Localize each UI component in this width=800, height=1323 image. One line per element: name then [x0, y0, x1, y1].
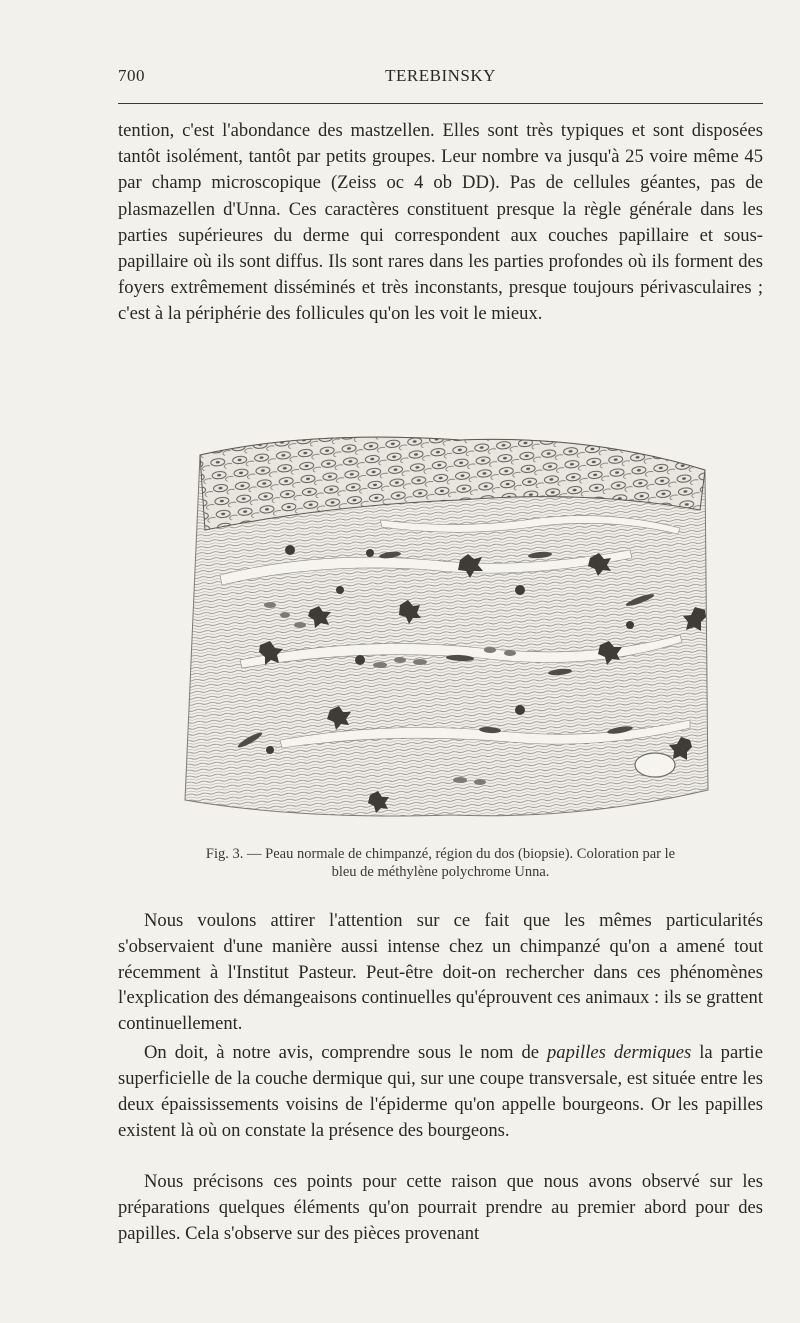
skin-section-illustration [160, 410, 720, 840]
paragraph-4: Nous précisons ces points pour cette raison que nous avons observé sur les préparations quelques éléments qu'on pourrait prendre au premier abord pour des papilles. Cela s'observe sur des pièces provenant [118, 1171, 763, 1245]
running-head [118, 66, 763, 88]
paragraph-3-end: la partie superficielle de la couche dermique qui, sur une coupe transversale, est située entre les deux épaississements voisins de l'épiderme qu'on appelle bourgeons. Or les papilles existent là où on constate la présence des bourgeons. [118, 1042, 763, 1141]
paragraph-3-start: On doit, à notre avis, comprendre sous le nom de [144, 1042, 547, 1063]
header-rule [118, 103, 763, 104]
figure-caption [118, 845, 763, 881]
caption-line-1: Fig. 3. — Peau normale de chimpanzé, région du dos (biopsie). Coloration par le [205, 846, 676, 862]
paragraph-1: tention, c'est l'abondance des mastzellen. Elles sont très typiques et sont disposées tantôt isolément, tantôt par petits groupes. Leur nombre va jusqu'à 25 voire même 45 par champ microscopique (Zeiss oc 4 ob DD). Pas de cellules géantes, pas de plasmazellen d'Unna. Ces caractères constituent presque la règle générale dans les parties supérieures du derme qui correspondent aux couches papillaire et sous-papillaire où ils sont diffus. Ils sont rares dans les parties profondes où ils forment des foyers extrêmement disséminés et très inconstants, presque toujours périvasculaires ; c'est à la périphérie des follicules qu'on les voit le mieux. [118, 120, 763, 325]
caption-line-2: bleu de méthylène polychrome Unna. [331, 864, 550, 880]
histology-figure [160, 410, 720, 840]
paragraph-2: Nous voulons attirer l'attention sur ce fait que les mêmes particularités s'observaient d'une manière aussi intense chez un chimpanzé qu'on a amené tout récemment à l'Institut Pasteur. Peut-être doit-on rechercher dans ces phénomènes l'explication des démangeaisons continuelles qu'éprouvent ces animaux : ils se grattent continuellement. [118, 910, 763, 1035]
paragraph-3-term: papilles dermiques [546, 1042, 692, 1063]
paragraph-3 [118, 1040, 763, 1144]
running-title: TEREBINSKY [385, 66, 496, 85]
page-number: 700 [118, 66, 145, 85]
